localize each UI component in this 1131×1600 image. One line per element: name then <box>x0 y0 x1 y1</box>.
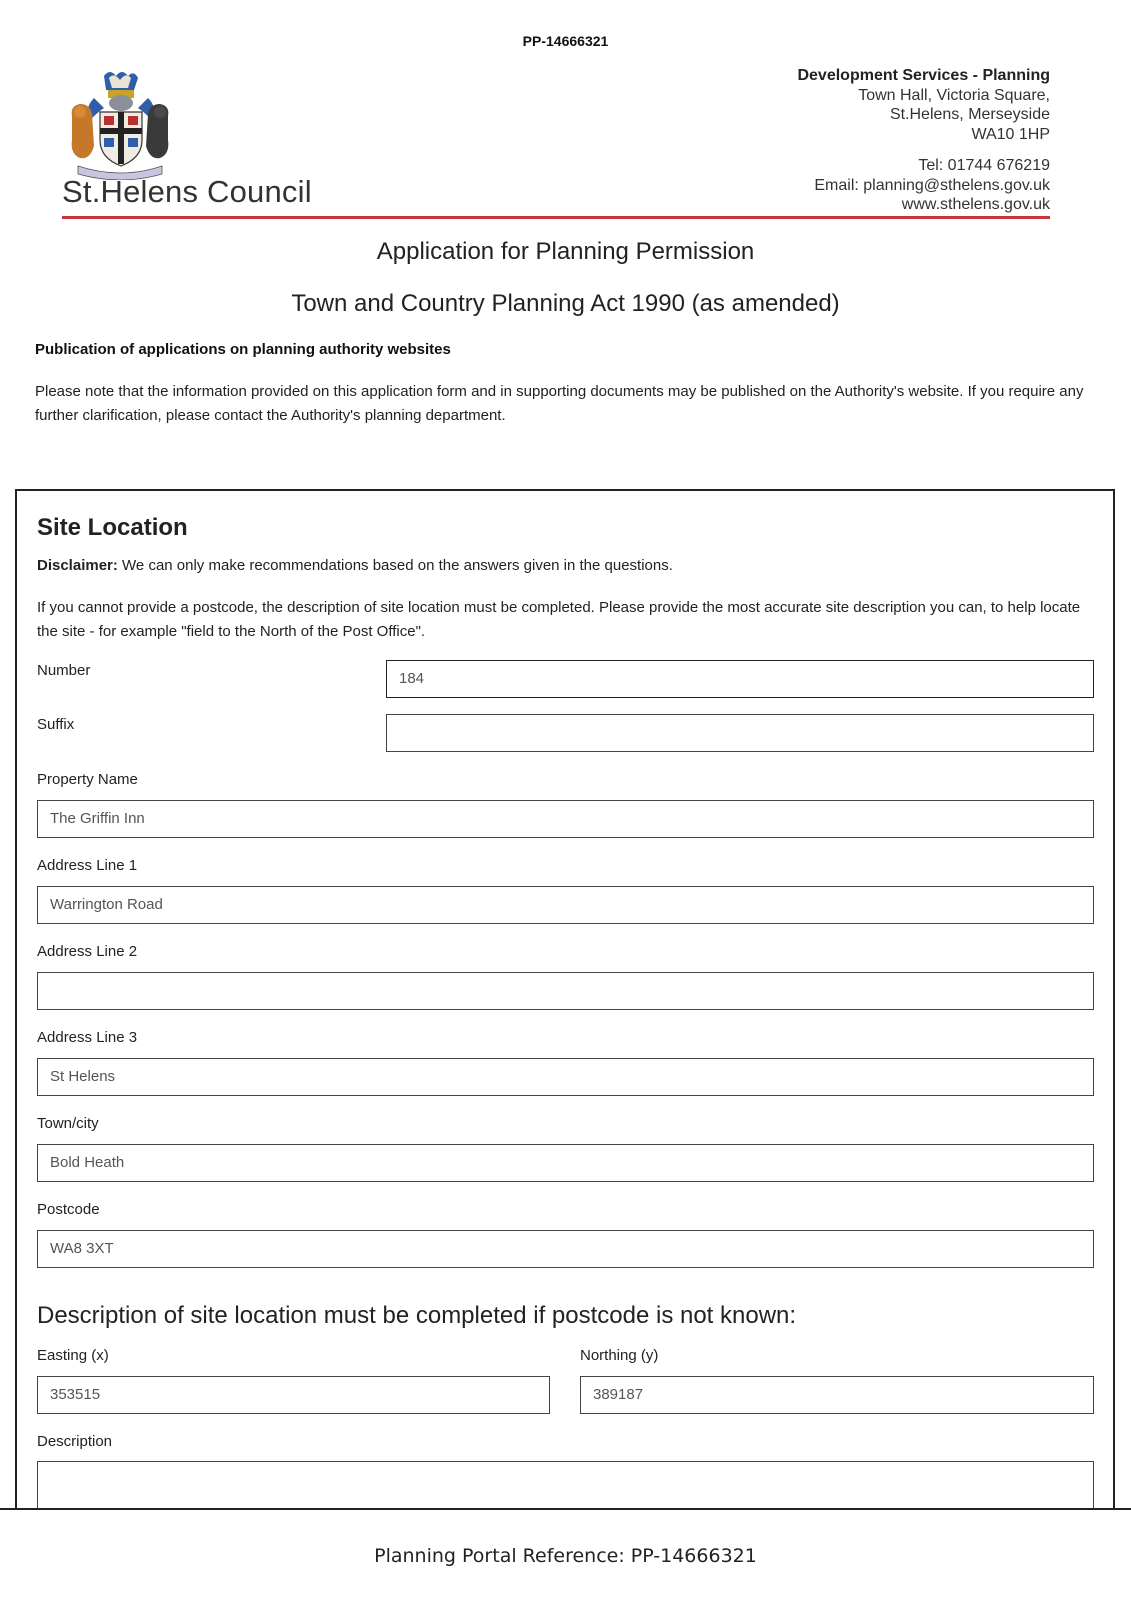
description-heading: Description of site location must be completed if postcode is not known: <box>37 1302 797 1329</box>
property-name-label: Property Name <box>37 771 138 788</box>
address-line-1-label: Address Line 1 <box>37 857 138 874</box>
easting-field[interactable]: 353515 <box>37 1376 550 1414</box>
town-city-label: Town/city <box>37 1115 99 1132</box>
postcode-label: Postcode <box>37 1201 100 1218</box>
help-text: If you cannot provide a postcode, the description of site location must be completed. Please provide the most accurate site description you can, to help locate the site - for example "field to the North of the Post Office". <box>37 599 1081 640</box>
publication-text: Please note that the information provided on this application form and in supporting documents may be published on the Authority's website. If you require any further clarification, please contact the Authority's planning department. <box>35 383 1084 424</box>
address-line: WA10 1HP <box>971 125 1050 143</box>
top-reference: PP-14666321 <box>522 33 609 49</box>
number-label: Number <box>37 662 91 679</box>
form-title: Application for Planning Permission <box>376 238 755 265</box>
address-line-3-field[interactable]: St Helens <box>37 1058 1094 1096</box>
email: Email: planning@sthelens.gov.uk <box>814 176 1050 194</box>
website: www.sthelens.gov.uk <box>901 196 1050 213</box>
postcode-field[interactable]: WA8 3XT <box>37 1230 1094 1268</box>
address-line: St.Helens, Merseyside <box>889 106 1050 123</box>
publication-heading: Publication of applications on planning authority websites <box>35 341 451 358</box>
address-line-3-label: Address Line 3 <box>37 1029 138 1046</box>
form-subtitle: Town and Country Planning Act 1990 (as amended) <box>291 290 840 317</box>
disclaimer-label: Disclaimer: <box>37 557 118 574</box>
address-line-2-label: Address Line 2 <box>37 943 138 960</box>
northing-label: Northing (y) <box>580 1347 659 1364</box>
easting-label: Easting (x) <box>37 1347 109 1364</box>
disclaimer <box>37 557 673 574</box>
suffix-field[interactable] <box>386 714 1094 752</box>
council-name: St.Helens Council <box>62 174 312 209</box>
northing-field[interactable]: 389187 <box>580 1376 1094 1414</box>
suffix-label: Suffix <box>37 716 75 733</box>
header-divider <box>62 216 1050 219</box>
town-city-field[interactable]: Bold Heath <box>37 1144 1094 1182</box>
department-name: Development Services - Planning <box>797 67 1050 84</box>
property-name-field[interactable]: The Griffin Inn <box>37 800 1094 838</box>
footer-reference: Planning Portal Reference: PP-14666321 <box>374 1545 757 1567</box>
section-title: Site Location <box>37 514 188 541</box>
address-line-1-field[interactable]: Warrington Road <box>37 886 1094 924</box>
disclaimer-text: We can only make recommendations based on the answers given in the questions. <box>117 557 673 574</box>
telephone: Tel: 01744 676219 <box>918 157 1050 174</box>
address-line-2-field[interactable] <box>37 972 1094 1010</box>
address-line: Town Hall, Victoria Square, <box>858 86 1050 104</box>
page-break-rule <box>0 1508 1131 1510</box>
contact-block <box>797 66 1050 215</box>
description-textarea[interactable] <box>37 1461 1094 1508</box>
description-label: Description <box>37 1433 113 1450</box>
number-field[interactable]: 184 <box>386 660 1094 698</box>
council-crest-icon <box>64 68 176 180</box>
